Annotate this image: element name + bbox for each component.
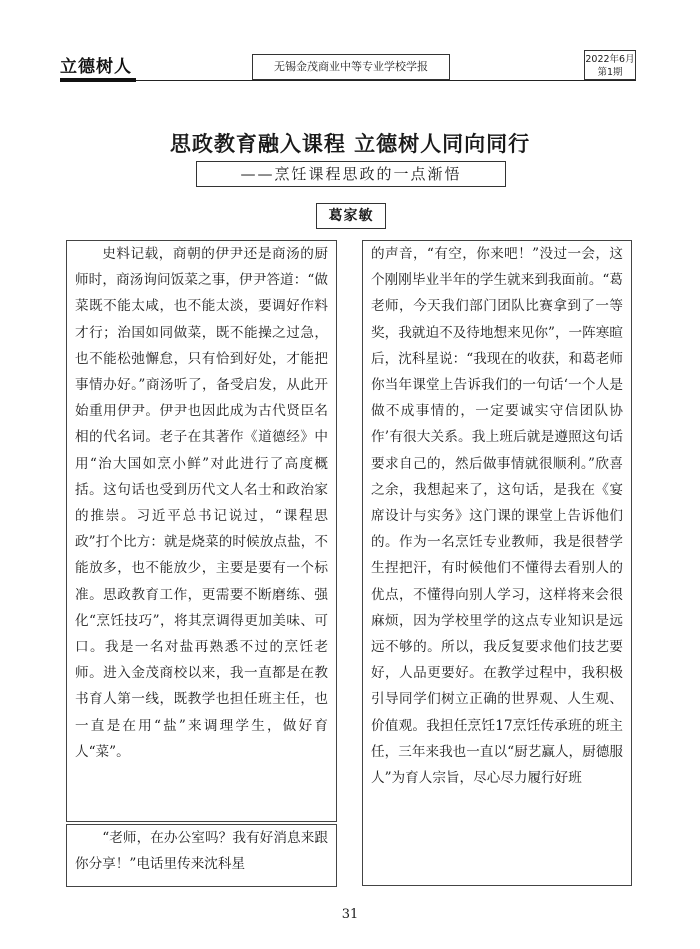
issue-date: 2022年6月	[585, 54, 635, 65]
page-number: 31	[341, 907, 359, 922]
left-column-box-2	[66, 824, 337, 887]
left-column-box	[66, 240, 337, 822]
paragraph: 的声音，“有空，你来吧！”没过一会，这个刚刚毕业半年的学生就来到我面前。“葛老师，今天我们部门团队比赛拿到了一等奖，我就迫不及待地想来见你”，一阵寒暄后，沈科星说：“我现在的收获，和葛老师你当年课堂上告诉我们的一句话‘一个人是做不成事情的，一定要诚实守信团队协作’有很大关系。我上班后就是遵照这句话要求自己的，然后做事情就很顺利。”欣喜之余，我想起来了，这句话，是我在《宴席设计与实务》这门课的课堂上告诉他们的。作为一名烹饪专业教师，我是很替学生捏把汗，有时候他们不懂得去看别人的优点，不懂得向别人学习，这样将来会很麻烦，因为学校里学的这点专业知识是远远不够的。所以，我反复要求他们技艺要好，人品更要好。在教学过程中，我积极引导同学们树立正确的世界观、人生观、价值观。我担任烹饪17烹饪传承班的班主任，三年来我也一直以“厨艺赢人，厨德服人”为育人宗旨，尽心尽力履行好班	[371, 246, 623, 787]
article-author: 葛家敏	[316, 203, 386, 229]
logo-underline	[60, 78, 136, 82]
article-subtitle: ——烹饪课程思政的一点渐悟	[196, 161, 506, 187]
school-name-box: 无锡金茂商业中等专业学校学报	[252, 54, 450, 80]
issue-box	[584, 50, 636, 80]
article-title: 思政教育融入课程 立德树人同向同行	[169, 132, 531, 156]
paragraph: “老师，在办公室吗？我有好消息来跟你分享！”电话里传来沈科星	[75, 830, 328, 873]
paragraph: 史料记载，商朝的伊尹还是商汤的厨师时，商汤询问饭菜之事，伊尹答道：“做菜既不能太咸，也不能太淡，要调好作料才行；治国如同做菜，既不能操之过急，也不能松弛懈怠，只有恰到好处，才能把事情办好。”商汤听了，备受启发，从此开始重用伊尹。伊尹也因此成为古代贤臣名相的代名词。老子在其著作《道德经》中用“治大国如烹小鲜”对此进行了高度概括。这句话也受到历代文人名士和政治家的推崇。习近平总书记说过，“课程思政”打个比方：就是烧菜的时候放点盐，不能放多，也不能放少，主要是要有一个标准。思政教育工作，更需要不断磨练、强化“烹饪技巧”，将其烹调得更加美味、可口。我是一名对盐再熟悉不过的烹饪老师。进入金茂商校以来，我一直都是在教书育人第一线，既教学也担任班主任，也一直是在用“盐”来调理学生，做好育人“菜”。	[75, 246, 328, 760]
right-column-box	[362, 240, 632, 886]
header-rule	[136, 80, 636, 81]
masthead-logo: 立德树人	[60, 57, 132, 77]
issue-number: 第1期	[597, 67, 623, 78]
